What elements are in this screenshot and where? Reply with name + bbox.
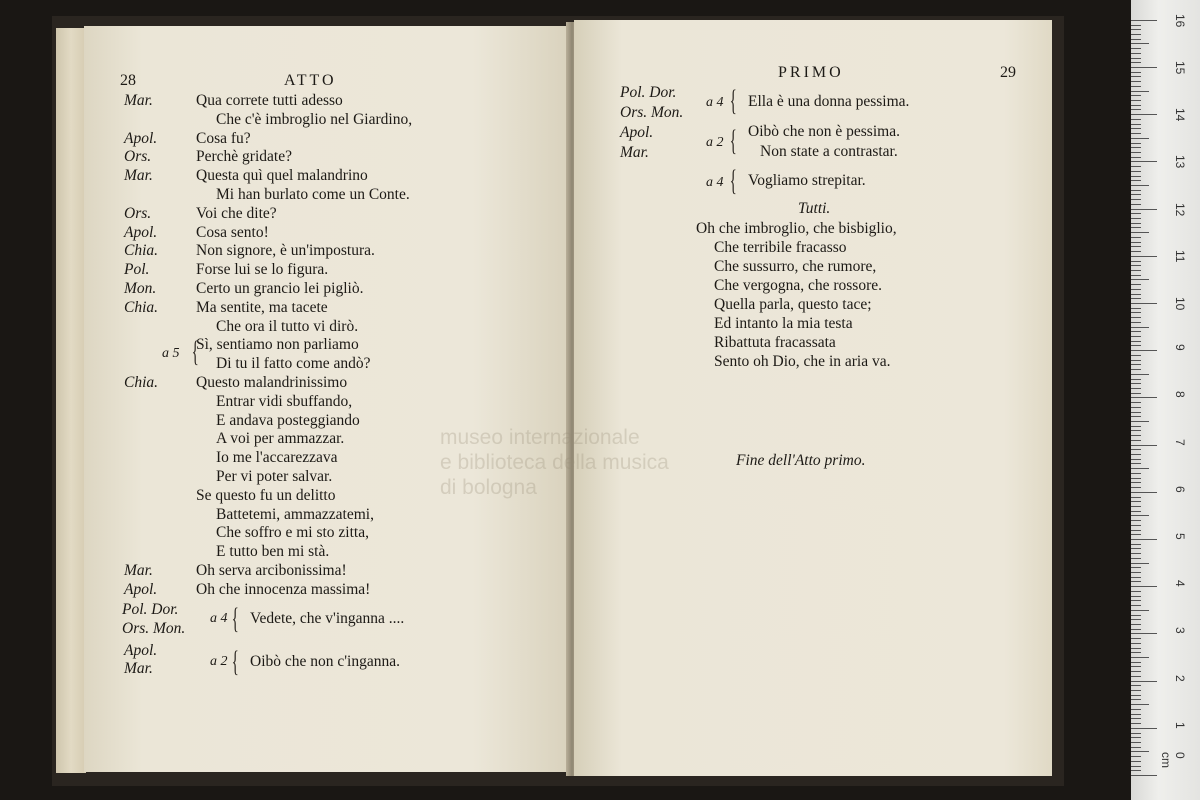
ruler-tick [1131,138,1149,139]
ruler-number: 14 [1173,108,1187,122]
ruler-tick [1131,48,1141,49]
ruler-tick [1131,194,1141,195]
ruler-tick [1131,676,1141,677]
ruler-tick [1131,619,1141,620]
ruler-tick [1131,25,1141,26]
ruler-tick [1131,298,1141,299]
ruler-tick [1131,383,1141,384]
speaker-name: Pol. [124,261,150,279]
ruler-tick [1131,553,1141,554]
ruler-tick [1131,190,1141,191]
ruler-tick [1131,227,1141,228]
ruler-tick [1131,520,1141,521]
speaker-name: Chia. [124,242,159,260]
ruler-tick [1131,105,1141,106]
ruler-tick [1131,728,1157,729]
ruler-tick [1131,393,1141,394]
ruler-tick [1131,662,1141,663]
brace-symbol: { [729,164,737,197]
ruler-tick [1131,539,1157,540]
ruler-tick [1131,133,1141,134]
verse-line: Certo un grancio lei pigliò. [196,280,364,297]
ruler-tick [1131,213,1141,214]
ruler-tick [1131,577,1141,578]
ruler-tick [1131,742,1141,743]
ruler-tick [1131,775,1157,776]
ruler-tick [1131,322,1141,323]
ruler-tick [1131,388,1141,389]
ruler-tick [1131,166,1141,167]
ruler-tick [1131,317,1141,318]
ruler-number: 9 [1173,344,1187,351]
verse-line: Che soffro e mi sto zitta, [216,524,369,542]
watermark-line: di bologna [440,476,537,499]
speaker-name: Mon. [124,280,157,297]
ruler-tick [1131,445,1157,446]
ruler-tick [1131,407,1141,408]
ensemble-marker: a 4 [706,175,724,190]
ruler-tick [1131,43,1149,44]
verse-line: Questa quì quel malandrino [196,167,368,185]
ruler-tick [1131,119,1141,120]
ruler-tick [1131,430,1141,431]
ensemble-marker: a 4 [706,95,724,110]
running-header: PRIMO [778,64,844,81]
page-edges [56,28,86,773]
ruler-tick [1131,459,1141,460]
ruler-tick [1131,237,1141,238]
closing-line: Fine dell'Atto primo. [736,452,866,469]
verse-line: Ella è una donna pessima. [748,93,910,110]
ruler-tick [1131,756,1141,757]
ruler-tick [1131,530,1141,531]
ruler-tick [1131,699,1141,700]
ruler-number: 5 [1173,533,1187,540]
ruler-tick [1131,657,1149,658]
ruler-tick [1131,666,1141,667]
verse-line: Ribattuta fracassata [714,334,836,351]
brace-symbol: { [191,335,199,369]
ruler-tick [1131,426,1141,427]
verse-line: Perchè gridate? [196,148,292,166]
verse-line: E tutto ben mi stà. [216,543,330,561]
ruler-tick [1131,327,1149,328]
ruler-tick [1131,416,1141,417]
verse-line: Qua correte tutti adesso [196,92,343,109]
ruler-tick [1131,20,1157,21]
ruler-tick [1131,709,1141,710]
ruler-tick [1131,633,1157,634]
ruler-tick [1131,308,1141,309]
ruler-tick [1131,109,1141,110]
brace-symbol: { [729,84,737,117]
ruler-tick [1131,412,1141,413]
ruler-tick [1131,86,1141,87]
ensemble-marker: a 2 [706,135,724,150]
ruler-tick [1131,454,1141,455]
ruler-tick [1131,544,1141,545]
speaker-name: Mar. [124,167,153,185]
speaker-name: Ors. [124,204,152,222]
ruler-tick [1131,671,1141,672]
verse-line: Oibò che non è pessima. [748,123,900,140]
ruler-tick [1131,289,1141,290]
ruler-tick [1131,478,1141,479]
ruler-tick [1131,350,1157,351]
ruler-tick [1131,209,1157,210]
ruler-tick [1131,246,1141,247]
left-page [84,26,570,772]
tutti-label: Tutti. [798,200,831,217]
ruler-tick [1131,643,1141,644]
verse-line: Voi che dite? [196,204,277,222]
ruler-tick [1131,34,1141,35]
speaker-name: Pol. Dor. [620,84,677,101]
speaker-name: Ors. Mon. [620,104,684,121]
speaker-name: Apol. [124,580,158,598]
ruler-tick [1131,511,1141,512]
ruler-tick [1131,548,1141,549]
ruler-tick [1131,171,1141,172]
ruler-tick [1131,114,1157,115]
ruler-number: 1 [1173,721,1187,729]
verse-line: Entrar vidi sbuffando, [216,392,353,410]
ruler-tick [1131,648,1141,649]
verse-line: Vedete, che v'inganna .... [250,609,405,627]
ruler-tick [1131,374,1149,375]
ruler-tick [1131,463,1141,464]
brace-symbol: { [729,124,737,157]
ensemble-marker: a 4 [210,610,228,626]
ruler-number: 15 [1173,61,1187,75]
ruler-tick [1131,242,1141,243]
ruler-number: 3 [1173,627,1187,635]
ruler-tick [1131,294,1141,295]
ruler-tick [1131,143,1141,144]
ruler-tick [1131,39,1141,40]
ruler-tick [1131,100,1141,101]
ruler-tick [1131,638,1141,639]
ruler-tick [1131,751,1149,752]
ruler-tick [1131,232,1149,233]
ruler-tick [1131,223,1141,224]
watermark-line: e biblioteca della musica [440,451,669,474]
ruler-tick [1131,331,1141,332]
verse-line: Che terribile fracasso [714,239,847,256]
ensemble-marker: a 5 [162,346,180,362]
ruler-tick [1131,157,1141,158]
ruler-number: 8 [1173,391,1187,399]
ruler-tick [1131,733,1141,734]
verse-line: Battetemi, ammazzatemi, [216,505,374,523]
speaker-name: Apol. [620,124,654,141]
speaker-name: Mar. [620,144,649,161]
verse-line: Oh che innocenza massima! [196,580,371,598]
verse-line: Sì, sentiamo non parliamo [196,336,359,354]
ruler-tick [1131,449,1141,450]
ruler-tick [1131,58,1141,59]
ruler-tick [1131,147,1141,148]
verse-line: Oh che imbroglio, che bisbiglio, [696,220,897,237]
verse-line: Cosa fu? [196,129,251,147]
ruler-tick [1131,695,1141,696]
ruler-tick [1131,586,1157,587]
ruler-tick [1131,435,1141,436]
ruler-tick [1131,128,1141,129]
ruler-tick [1131,284,1141,285]
ruler-tick [1131,279,1149,280]
ruler-tick [1131,265,1141,266]
ruler-tick [1131,256,1157,257]
ruler-tick [1131,402,1141,403]
ruler-tick [1131,468,1149,469]
ruler-tick [1131,487,1141,488]
ruler-tick [1131,303,1157,304]
ruler-tick [1131,67,1157,68]
verse-line: Vogliamo strepitar. [748,172,866,189]
ruler-tick [1131,91,1149,92]
ruler-tick [1131,506,1141,507]
ruler-tick [1131,497,1141,498]
ruler-tick [1131,53,1141,54]
verse-line: Io me l'accarezzava [216,449,338,467]
ruler-tick [1131,397,1157,398]
ruler-tick [1131,685,1141,686]
ruler-tick [1131,581,1141,582]
ruler-tick [1131,199,1141,200]
verse-line: Di tu il fatto come andò? [216,355,371,373]
ruler-tick [1131,534,1141,535]
ruler-tick [1131,515,1149,516]
ruler-tick [1131,360,1141,361]
ruler-tick [1131,737,1141,738]
measuring-ruler [1131,0,1200,800]
verse-line: Oh serva arcibonissima! [196,562,347,579]
verse-line: A voi per ammazzar. [216,430,345,448]
speaker-name: Pol. Dor. [122,600,179,618]
ruler-tick [1131,572,1141,573]
speaker-name: Mar. [124,659,153,677]
ruler-tick [1131,72,1141,73]
verse-line: E andava posteggiando [216,411,360,429]
watermark-line: museo internazionale [440,426,640,449]
ensemble-marker: a 2 [210,653,228,669]
ruler-tick [1131,714,1141,715]
ruler-tick [1131,152,1141,153]
ruler-tick [1131,355,1141,356]
ruler-tick [1131,600,1141,601]
ruler-number: 11 [1173,249,1187,263]
ruler-tick [1131,29,1141,30]
ruler-tick [1131,624,1141,625]
verse-line: Per vi poter salvar. [216,468,333,485]
speaker-name: Apol. [124,129,158,147]
verse-line: Ma sentite, ma tacete [196,298,328,316]
ruler-tick [1131,615,1141,616]
speaker-name: Apol. [124,641,158,659]
ruler-tick [1131,681,1157,682]
ruler-tick [1131,482,1141,483]
verse-line: Sento oh Dio, che in aria va. [714,353,891,370]
ruler-tick [1131,770,1141,771]
ruler-tick [1131,610,1149,611]
ruler-tick [1131,62,1141,63]
ruler-tick [1131,629,1141,630]
ruler-tick [1131,379,1141,380]
ruler-number: 6 [1173,485,1187,493]
ruler-number: 7 [1173,438,1187,446]
ruler-tick [1131,218,1141,219]
speaker-name: Apol. [124,223,158,241]
verse-line: Questo malandrinissimo [196,374,348,391]
brace-symbol: { [231,601,239,635]
verse-line: Oibò che non c'inganna. [250,652,400,670]
ruler-tick [1131,558,1141,559]
right-page [574,20,1052,776]
ruler-tick [1131,747,1141,748]
verse-line: Forse lui se lo figura. [196,261,329,279]
speaker-name: Mar. [124,92,153,109]
ruler-tick [1131,270,1141,271]
verse-line: Non signore, è un'impostura. [196,242,375,260]
ruler-tick [1131,591,1141,592]
ruler-number: 13 [1173,155,1187,169]
speaker-name: Chia. [124,374,159,391]
ruler-tick [1131,473,1141,474]
brace-symbol: { [231,644,239,678]
ruler-tick [1131,251,1141,252]
ruler-tick [1131,345,1141,346]
ruler-tick [1131,95,1141,96]
ruler-tick [1131,369,1141,370]
ruler-tick [1131,261,1141,262]
ruler-tick [1131,180,1141,181]
ruler-tick [1131,76,1141,77]
ruler-tick [1131,440,1141,441]
ruler-tick [1131,161,1157,162]
speaker-name: Ors. Mon. [122,619,186,637]
ruler-tick [1131,563,1149,564]
ruler-tick [1131,364,1141,365]
verse-line: Non state a contrastar. [760,143,898,160]
ruler-tick [1131,501,1141,502]
ruler-tick [1131,336,1141,337]
verse-line: Se questo fu un delitto [196,486,336,504]
page-number: 28 [120,72,136,89]
ruler-tick [1131,176,1141,177]
ruler-tick [1131,124,1141,125]
ruler-number: 4 [1173,580,1187,587]
ruler-tick [1131,312,1141,313]
ruler-tick [1131,567,1141,568]
verse-line: Che sussurro, che rumore, [714,258,877,275]
verse-line: Cosa sento! [196,223,269,241]
ruler-number: 2 [1173,674,1187,682]
watermark [440,425,770,500]
page-number: 29 [1000,64,1016,81]
verse-line: Quella parla, questo tace; [714,296,872,313]
running-header: ATTO [284,72,337,89]
ruler-number: 12 [1173,202,1187,216]
verse-line: Mi han burlato come un Conte. [216,186,410,203]
ruler-tick [1131,275,1141,276]
ruler-number: 16 [1173,13,1187,28]
ruler-tick [1131,421,1149,422]
speaker-name: Chia. [124,298,159,316]
ruler-unit: 0 cm [1159,752,1187,768]
ruler-tick [1131,690,1141,691]
ruler-tick [1131,704,1149,705]
ruler-tick [1131,185,1149,186]
ruler-tick [1131,723,1141,724]
ruler-tick [1131,81,1141,82]
ruler-tick [1131,605,1141,606]
ruler-tick [1131,596,1141,597]
speaker-name: Ors. [124,148,152,166]
ruler-tick [1131,204,1141,205]
ruler-tick [1131,718,1141,719]
verse-line: Ed intanto la mia testa [714,315,853,332]
ruler-tick [1131,761,1141,762]
verse-line: Che ora il tutto vi dirò. [216,317,359,335]
ruler-tick [1131,652,1141,653]
ruler-tick [1131,525,1141,526]
verse-line: Che c'è imbroglio nel Giardino, [216,110,413,128]
verse-line: Che vergogna, che rossore. [714,277,883,294]
ruler-tick [1131,766,1141,767]
speaker-name: Mar. [124,562,153,579]
ruler-tick [1131,341,1141,342]
ruler-number: 10 [1173,297,1187,311]
ruler-tick [1131,492,1157,493]
